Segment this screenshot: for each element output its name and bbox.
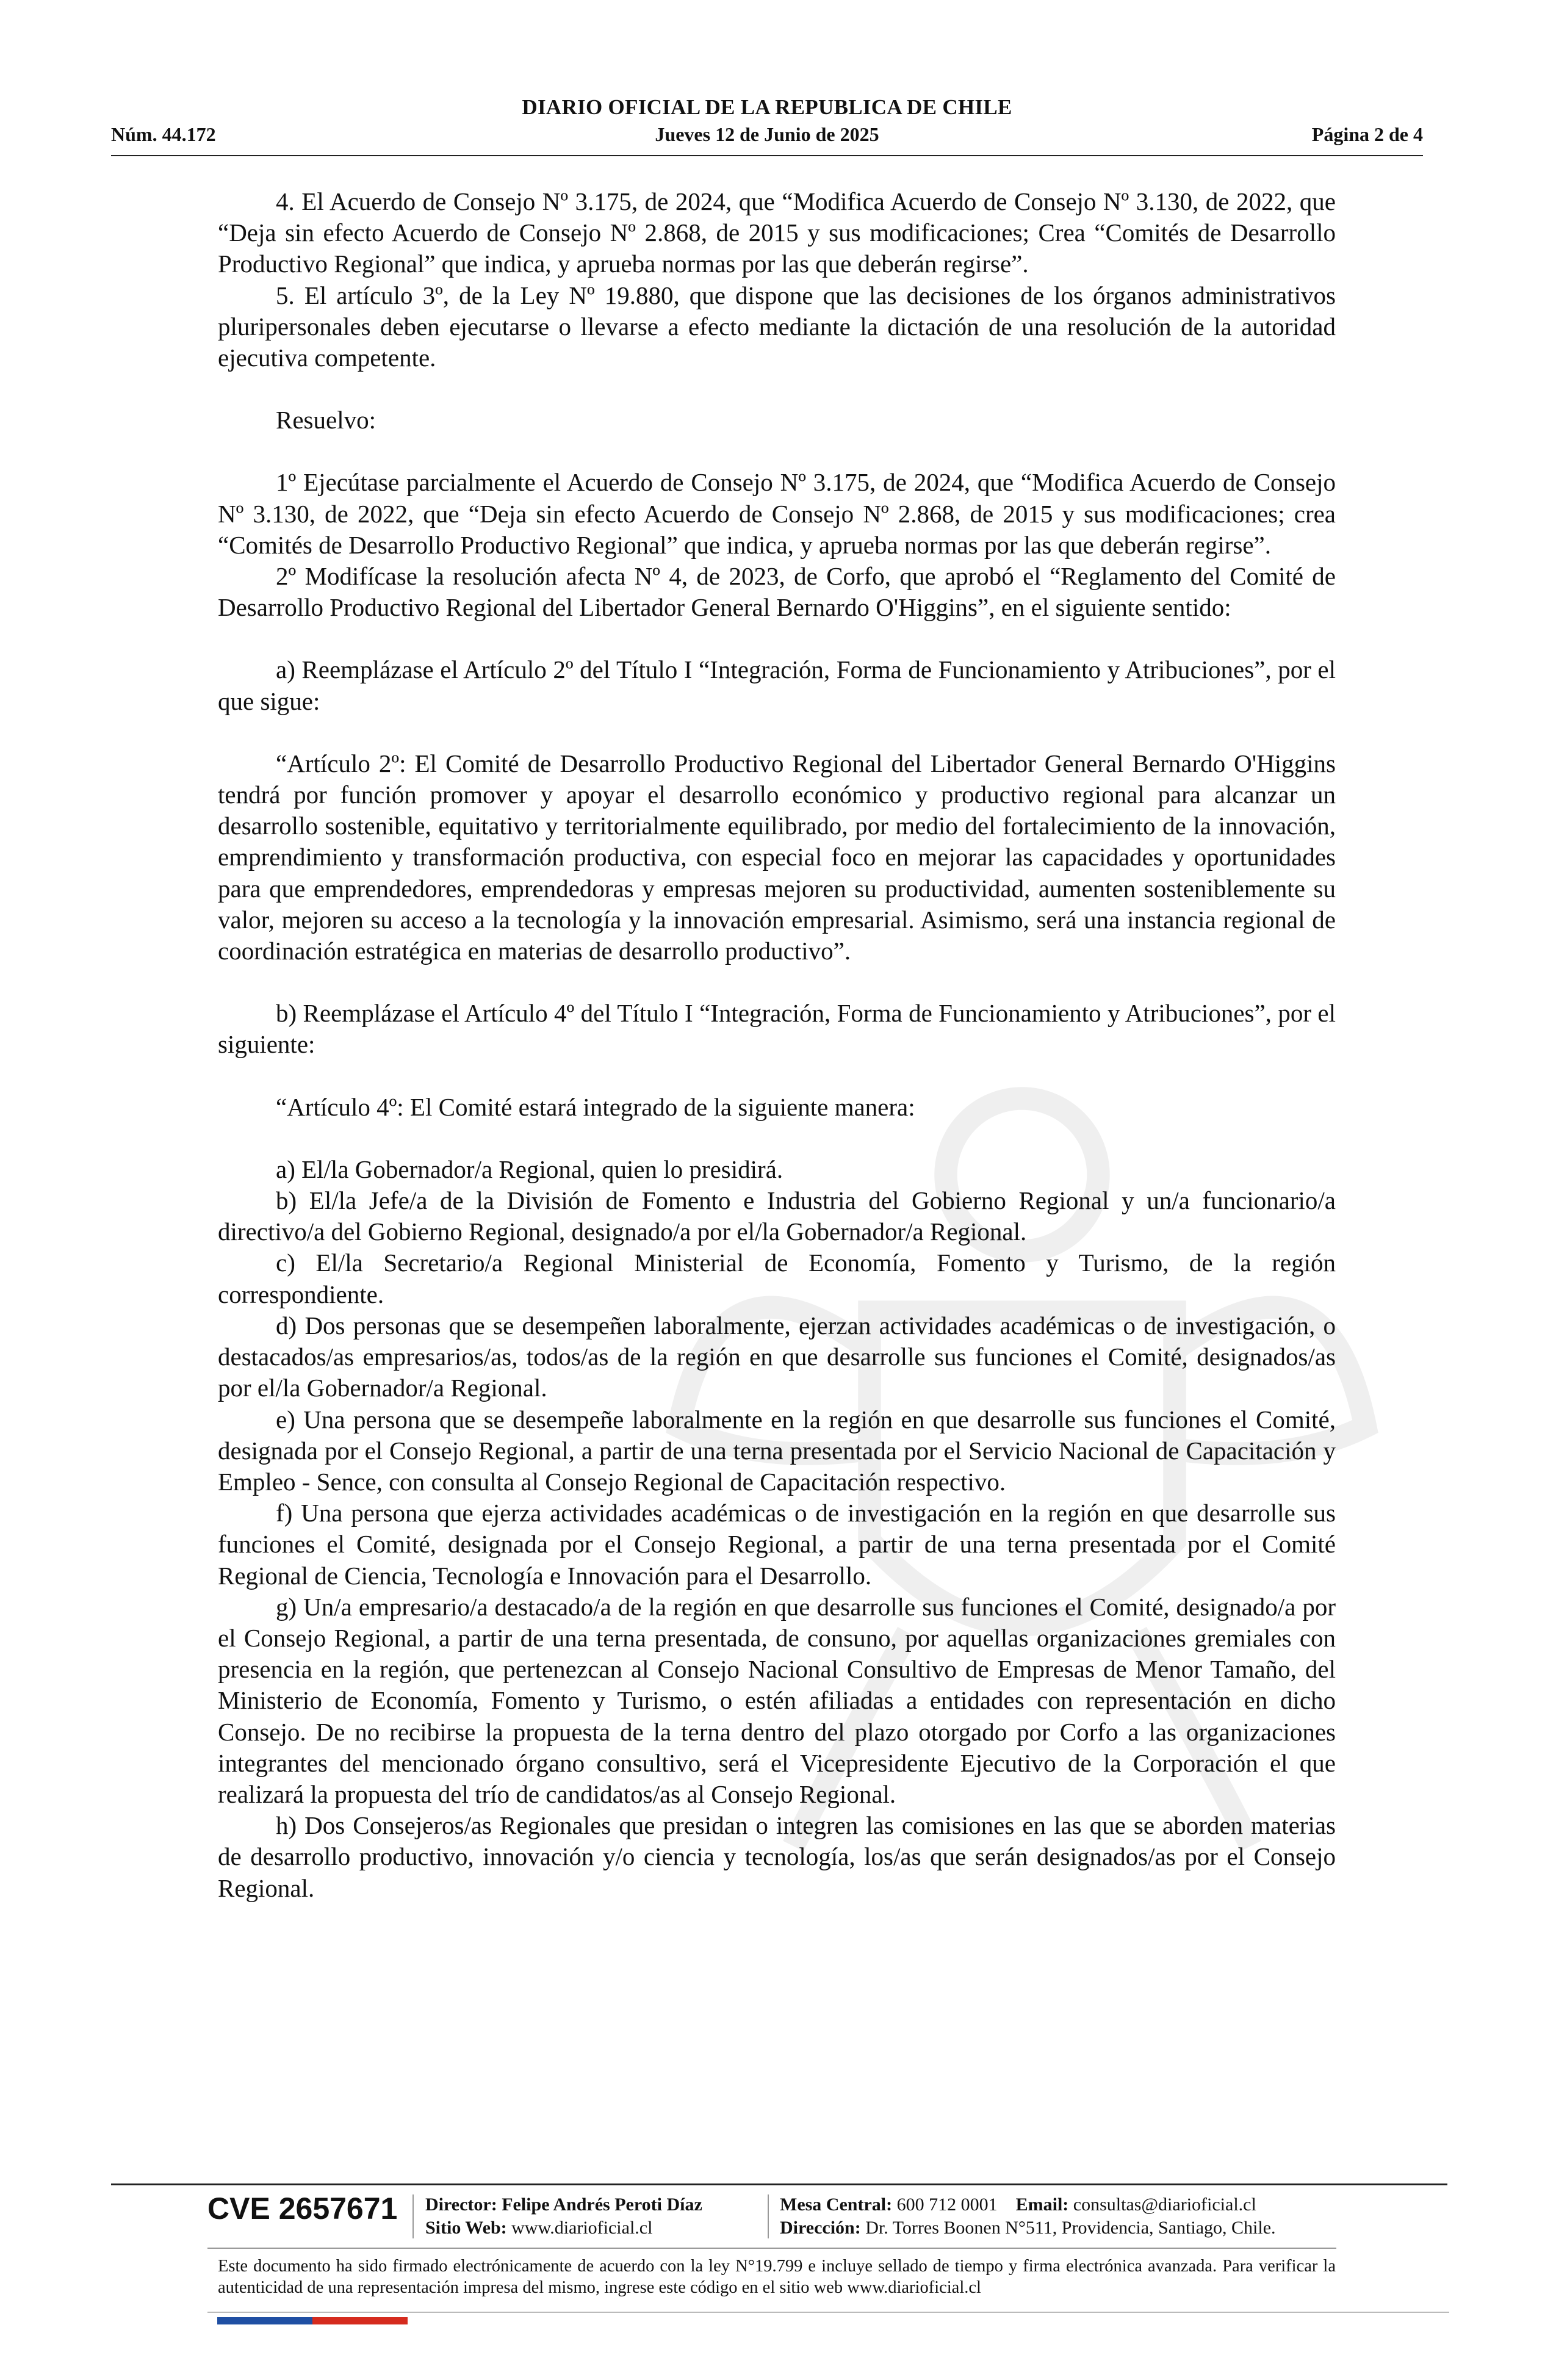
address-label: Dirección: — [780, 2218, 861, 2238]
mesa-label: Mesa Central: — [780, 2194, 893, 2215]
paragraph: 2º Modifícase la resolución afecta Nº 4, de 2023, de Corfo, que aprobó el “Reglamento del Comité de Desarrollo Productivo Regional del Libertador General Bernardo O'Higgins”, en el siguiente sentido: — [218, 562, 1336, 622]
director-name: Felipe Andrés Peroti Díaz — [502, 2194, 702, 2215]
website-link[interactable]: www.diarioficial.cl — [511, 2218, 653, 2238]
document-body — [218, 186, 1336, 1904]
publication-title: DIARIO OFICIAL DE LA REPUBLICA DE CHILE — [522, 95, 1012, 119]
footer-contact-block — [780, 2193, 1276, 2240]
footer-divider — [111, 2183, 1447, 2185]
paragraph: b) Reemplázase el Artículo 4º del Título I “Integración, Forma de Funcionamiento y Atribuciones”, por el siguiente: — [218, 999, 1336, 1059]
paragraph: Resuelvo: — [276, 406, 376, 435]
paragraph: 1º Ejecútase parcialmente el Acuerdo de Consejo Nº 3.175, de 2024, que “Modifica Acuerdo de Consejo Nº 3.130, de 2022, que “Deja sin efecto Acuerdo de Consejo Nº 2.868, de 2015 y sus modificaciones; crea “Comités de Desarrollo Productivo Regional” que indica, y aprueba normas por las que deberán regirse”. — [218, 468, 1336, 559]
director-label: Director: — [425, 2194, 497, 2215]
email-link[interactable]: consultas@diarioficial.cl — [1073, 2194, 1256, 2215]
paragraph: a) Reemplázase el Artículo 2º del Título I “Integración, Forma de Funcionamiento y Atribuciones”, por el que sigue: — [218, 655, 1336, 715]
mesa-phone: 600 712 0001 — [896, 2194, 998, 2215]
header-divider — [111, 155, 1423, 156]
footer-bottom-line — [207, 2312, 1449, 2313]
footer-director-block — [425, 2193, 702, 2240]
cve-code: CVE 2657671 — [207, 2191, 398, 2226]
flag-stripe-red — [312, 2317, 408, 2324]
footer-separator — [768, 2194, 769, 2238]
address-text: Dr. Torres Boonen N°511, Providencia, Santiago, Chile. — [865, 2218, 1276, 2238]
paragraph: f) Una persona que ejerza actividades académicas o de investigación en la región en que desarrolle sus funciones el Comité, designada por el Consejo Regional, a partir de una terna presentada por el Comité Regional de Ciencia, Tecnología e Innovación para el Desarrollo. — [218, 1499, 1336, 1590]
page-header — [111, 92, 1423, 159]
issue-number: Núm. 44.172 — [111, 123, 216, 145]
publication-date: Jueves 12 de Junio de 2025 — [655, 123, 879, 145]
page-indicator: Página 2 de 4 — [1311, 123, 1423, 145]
paragraph: 5. El artículo 3º, de la Ley Nº 19.880, que dispone que las decisiones de los órganos administrativos pluripersonales deben ejecutarse o llevarse a efecto mediante la dictación de una resolución de la autoridad ejecutiva competente. — [218, 281, 1336, 372]
paragraph: “Artículo 4º: El Comité estará integrado de la siguiente manera: — [276, 1092, 915, 1121]
flag-stripe — [217, 2317, 408, 2324]
paragraph: g) Un/a empresario/a destacado/a de la región en que desarrolle sus funciones el Comité, designado/a por el Consejo Regional, a partir de una terna presentada, de consuno, por aquellas organizaciones gremiales con presencia en la región, que pertenezcan al Consejo Nacional Consultivo de Empresas de Menor Tamaño, del Ministerio de Economía, Fomento y Turismo, o estén afiliadas a entidades con representación en dicho Consejo. De no recibirse la propuesta de la terna dentro del plazo otorgado por Corfo a las organizaciones integrantes del mencionado órgano consultivo, será el Vicepresidente Ejecutivo de la Corporación el que realizará la propuesta del trío de candidatos/as al Consejo Regional. — [218, 1592, 1336, 1808]
email-label: Email: — [1015, 2194, 1069, 2215]
footer-divider-secondary — [207, 2248, 1336, 2249]
paragraph: “Artículo 2º: El Comité de Desarrollo Productivo Regional del Libertador General Bernardo O'Higgins tendrá por función promover y apoyar el desarrollo económico y productivo regional para alcanzar un desarrollo sostenible, equitativo y territorialmente equilibrado, por medio del fortalecimiento de la innovación, emprendimiento y transformación productiva, con especial foco en mejorar las capacidades y oportunidades para que emprendedores, emprendedoras y empresas mejoren su productividad, aumenten sosteniblemente su valor, mejoren su acceso a la tecnología y la innovación empresarial. Asimismo, será una instancia regional de coordinación estratégica en materias de desarrollo productivo”. — [218, 749, 1336, 965]
website-label: Sitio Web: — [425, 2218, 507, 2238]
flag-stripe-blue — [217, 2317, 312, 2324]
signature-note: Este documento ha sido firmado electrónicamente de acuerdo con la ley N°19.799 e incluye sellado de tiempo y firma electrónica avanzada. Para verificar la autenticidad de una representación impresa del mismo, ingrese este código en el sitio web www.diarioficial.cl — [218, 2257, 1336, 2297]
paragraph: h) Dos Consejeros/as Regionales que presidan o integren las comisiones en las que se aborden materias de desarrollo productivo, innovación y/o ciencia y tecnología, los/as que serán designados/as por el Consejo Regional. — [218, 1811, 1336, 1902]
paragraph: c) El/la Secretario/a Regional Ministerial de Economía, Fomento y Turismo, de la región correspondiente. — [218, 1249, 1336, 1308]
paragraph: a) El/la Gobernador/a Regional, quien lo presidirá. — [276, 1155, 783, 1183]
paragraph: 4. El Acuerdo de Consejo Nº 3.175, de 2024, que “Modifica Acuerdo de Consejo Nº 3.130, de 2022, que “Deja sin efecto Acuerdo de Consejo Nº 2.868, de 2015 y sus modificaciones; Crea “Comités de Desarrollo Productivo Regional” que indica, y aprueba normas por las que deberán regirse”. — [218, 187, 1336, 278]
paragraph: d) Dos personas que se desempeñen laboralmente, ejerzan actividades académicas o de investigación, o destacados/as empresarios/as, todos/as de la región en que desarrolle sus funciones el Comité, designados/as por el/la Gobernador/a Regional. — [218, 1311, 1336, 1402]
footer-separator — [412, 2194, 414, 2238]
paragraph: b) El/la Jefe/a de la División de Fomento e Industria del Gobierno Regional y un/a funcionario/a directivo/a del Gobierno Regional, designado/a por el/la Gobernador/a Regional. — [218, 1186, 1336, 1246]
paragraph: e) Una persona que se desempeñe laboralmente en la región en que desarrolle sus funciones el Comité, designada por el Consejo Regional, a partir de una terna presentada por el Servicio Nacional de Capacitación y Empleo - Sence, con consulta al Consejo Regional de Capacitación respectivo. — [218, 1405, 1336, 1496]
